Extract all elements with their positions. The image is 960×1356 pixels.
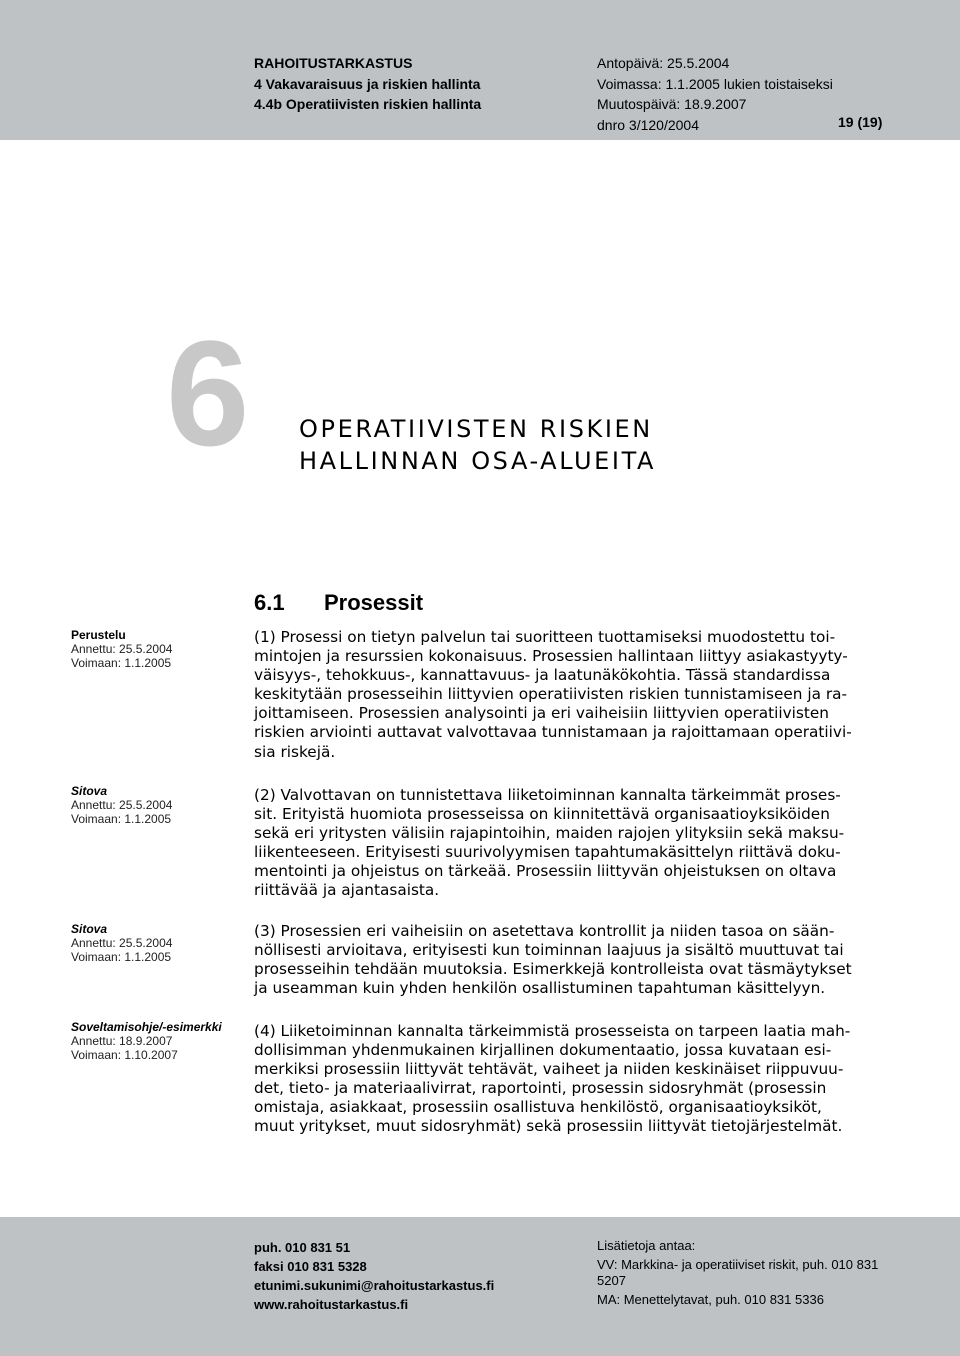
header-org: RAHOITUSTARKASTUS <box>254 55 413 71</box>
sidebar-note <box>71 922 172 964</box>
sidebar-note <box>71 628 172 670</box>
text-line: sekä eri yritysten välisiin rajapintoihin, maiden rajojen ylityksiin sekä maksu- <box>254 824 845 843</box>
paragraph-2 <box>254 786 894 901</box>
text-line: prosesseihin tehdään muutoksia. Esimerkkejä kontrolleista ovat täsmäytykset <box>254 960 852 979</box>
sidebar-note <box>71 1020 222 1062</box>
header-modified: Muutospäivä: 18.9.2007 <box>597 96 747 112</box>
footer-phone: puh. 010 831 51 <box>254 1240 351 1255</box>
text-line: (4) Liiketoiminnan kannalta tärkeimmistä prosesseista on tarpeen laatia mah- <box>254 1022 851 1040</box>
header-dnro: dnro 3/120/2004 <box>597 116 699 133</box>
text-line: liikenteeseen. Erityisesti suurivolyymisen tapahtumakäsittelyn riittävä doku- <box>254 843 841 862</box>
text-line: (2) Valvottavan on tunnistettava liiketoiminnan kannalta tärkeimmät proses- <box>254 786 841 804</box>
footer-contact-1: VV: Markkina- ja operatiiviset riskit, puh. 010 831 5207 <box>597 1257 879 1288</box>
paragraph-4 <box>254 1022 894 1137</box>
chapter-title-line-1: OPERATIIVISTEN RISKIEN <box>299 415 653 443</box>
section-title: Prosessit <box>324 590 424 615</box>
header-section: 4.4b Operatiivisten riskien hallinta <box>254 96 482 112</box>
section-heading <box>254 590 423 616</box>
sidebar-issued: Annettu: 25.5.2004 <box>71 798 173 812</box>
footer-info <box>597 1238 897 1311</box>
text-line: muut yritykset, muut sidosryhmät) sekä prosessiin liittyvät tietojärjestelmät. <box>254 1117 843 1136</box>
footer-fax: faksi 010 831 5328 <box>254 1259 367 1274</box>
header-left <box>254 53 481 115</box>
sidebar-issued: Annettu: 25.5.2004 <box>71 642 173 656</box>
footer-email-link[interactable]: etunimi.sukunimi@rahoitustarkastus.fi <box>254 1278 495 1293</box>
text-line: riittävää ja ajantasaista. <box>254 881 440 900</box>
section-number: 6.1 <box>254 590 285 615</box>
footer-contact-2: MA: Menettelytavat, puh. 010 831 5336 <box>597 1292 824 1307</box>
text-line: mintojen ja resurssien kokonaisuus. Prosessien hallintaan liittyy asiakastyyty- <box>254 647 848 666</box>
header-issued: Antopäivä: 25.5.2004 <box>597 55 730 71</box>
sidebar-issued: Annettu: 18.9.2007 <box>71 1034 173 1048</box>
header-page-number: 19 (19) <box>838 114 883 130</box>
footer-contact <box>254 1238 494 1314</box>
text-line: merkiksi prosessiin liittyvät tehtävät, vaiheet ja niiden keskinäiset riippuvuu- <box>254 1060 844 1079</box>
text-line: det, tieto- ja materiaalivirrat, raportointi, prosessin sidosryhmät (prosessin <box>254 1079 827 1098</box>
text-line: sia riskejä. <box>254 742 336 761</box>
sidebar-category: Sitova <box>71 784 108 798</box>
page-header <box>0 0 960 140</box>
text-line: joittamiseen. Prosessien analysointi ja eri vaiheisiin liittyvien operatiivisten <box>254 704 829 723</box>
text-line: (3) Prosessien eri vaiheisiin on asetettava kontrollit ja niiden tasoa on sään- <box>254 922 835 940</box>
sidebar-note <box>71 784 172 826</box>
chapter-title <box>299 413 656 477</box>
text-line: sit. Erityistä huomiota prosesseissa on kiinnitettävä organisaatioyksiköiden <box>254 805 830 824</box>
paragraph-1 <box>254 628 894 762</box>
footer-web-link[interactable]: www.rahoitustarkastus.fi <box>254 1297 409 1312</box>
sidebar-effective: Voimaan: 1.1.2005 <box>71 950 172 964</box>
sidebar-effective: Voimaan: 1.10.2007 <box>71 1048 178 1062</box>
header-right <box>597 53 833 135</box>
sidebar-effective: Voimaan: 1.1.2005 <box>71 656 172 670</box>
chapter-number: 6 <box>166 309 250 477</box>
sidebar-category: Sitova <box>71 922 108 936</box>
text-line: mentointi ja ohjeistus on tärkeää. Prosessiin liittyvän ohjeistuksen on oltava <box>254 862 837 881</box>
sidebar-issued: Annettu: 25.5.2004 <box>71 936 173 950</box>
text-line: omistaja, asiakkaat, prosessiin osallistuva henkilöstö, organisaatioyksiköt, <box>254 1098 822 1117</box>
header-chapter: 4 Vakavaraisuus ja riskien hallinta <box>254 75 481 92</box>
footer-info-label: Lisätietoja antaa: <box>597 1238 696 1253</box>
text-line: nöllisesti arvioitava, erityisesti kun toiminnan laajuus ja sisältö muuttuvat tai <box>254 941 844 960</box>
text-line: väisyys-, tehokkuus-, kannattavuus- ja laatunäkökohtia. Tässä standardissa <box>254 666 831 685</box>
text-line: dollisimman yhdenmukainen kirjallinen dokumentaatio, jossa kuvataan esi- <box>254 1041 832 1060</box>
sidebar-effective: Voimaan: 1.1.2005 <box>71 812 172 826</box>
header-valid: Voimassa: 1.1.2005 lukien toistaiseksi <box>597 75 833 92</box>
chapter-title-line-2: HALLINNAN OSA-ALUEITA <box>299 447 657 475</box>
text-line: (1) Prosessi on tietyn palvelun tai suoritteen tuottamiseksi muodostettu toi- <box>254 628 836 646</box>
text-line: riskien arviointi auttavat valvottavaa tunnistamaan ja rajoittamaan operatiivi- <box>254 723 852 742</box>
sidebar-category: Soveltamisohje/-esimerkki <box>71 1020 222 1034</box>
sidebar-category: Perustelu <box>71 628 126 642</box>
text-line: keskitytään prosesseihin liittyvien operatiivisten riskien tunnistamiseen ja ra- <box>254 685 848 704</box>
text-line: ja useamman kuin yhden henkilön osallistuminen tapahtuman käsittelyyn. <box>254 979 826 998</box>
paragraph-3 <box>254 922 894 998</box>
